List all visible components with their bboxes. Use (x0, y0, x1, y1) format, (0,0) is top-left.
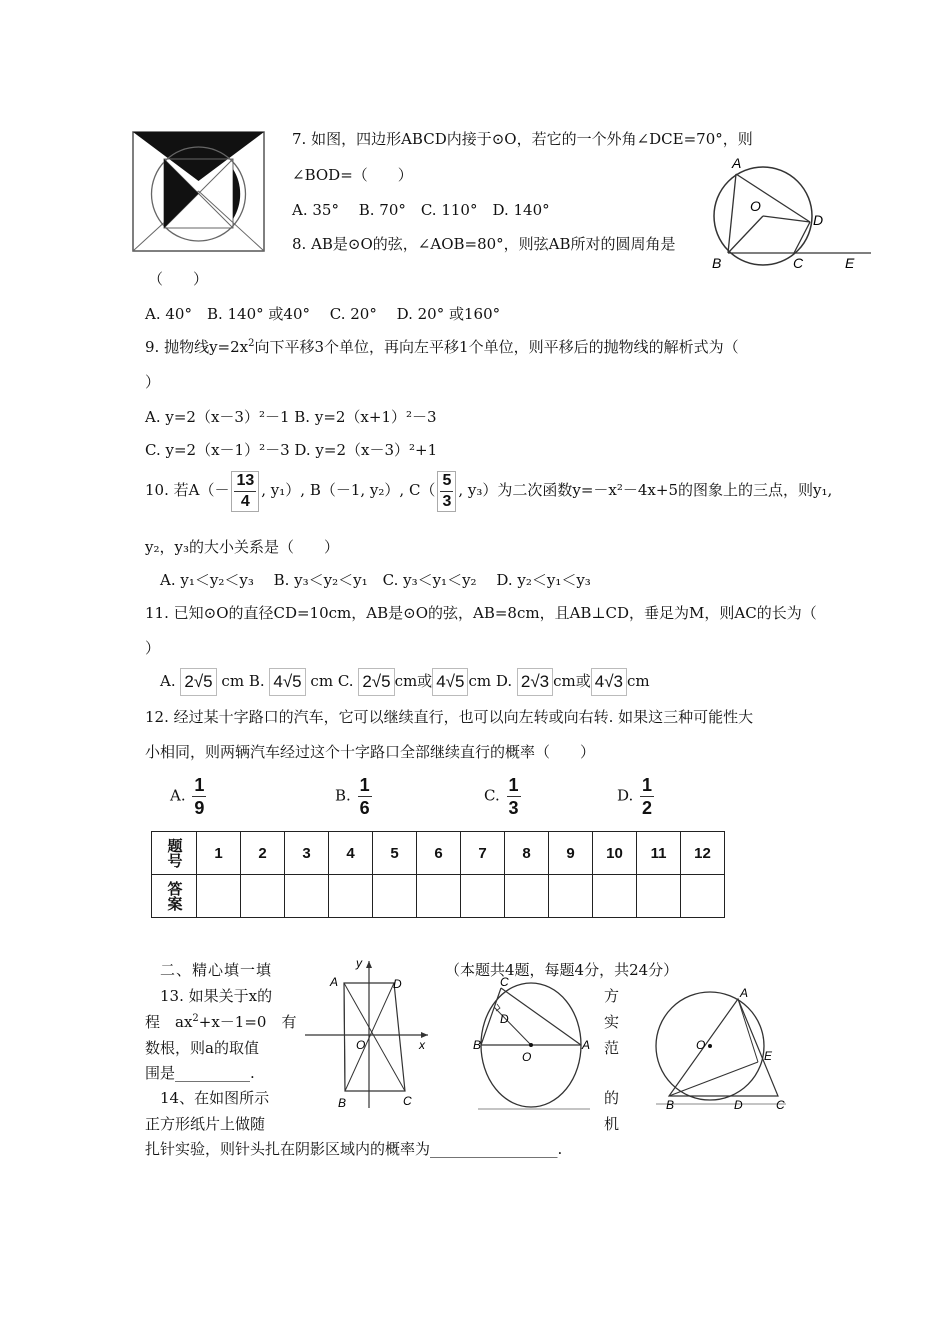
axes-parallelogram-figure (300, 953, 435, 1113)
axes-label-a: A (330, 975, 339, 989)
circle2-label-d: D (500, 1012, 509, 1026)
q9-line1: 9. 抛物线$y=2x^2$向下平移3个单位，再向左平移1个单位，则平移后的抛物线的解析式为（ (145, 338, 739, 356)
q11-opt-c-value1: 2√5 (358, 668, 394, 696)
q11-opt-d-value2: 4√3 (591, 668, 627, 696)
q12-opt-d-num: 1 (642, 775, 653, 795)
circle3-label-c: C (776, 1098, 785, 1112)
q11-opt-c-value2: 4√5 (432, 668, 468, 696)
answer-input-cell[interactable] (593, 875, 637, 918)
answer-input-cell[interactable] (197, 875, 241, 918)
section2-title: 二、精心填一填 (160, 961, 273, 979)
q12-option-d (617, 776, 656, 817)
answer-input-cell[interactable] (681, 875, 725, 918)
q12-opt-c-label: C. (484, 786, 500, 805)
q14-line2: 正方形纸片上做随 (145, 1115, 266, 1133)
circle2-label-a: A (582, 1038, 591, 1052)
axes-label-c: C (403, 1094, 412, 1108)
q8-options: A. 40° B. 140° 或40° C. 20° D. 20° 或160° (145, 305, 501, 323)
q12-option-c (484, 776, 523, 817)
q11-opt-b-unit: cm C. (310, 672, 354, 690)
q12-opt-b-den: 6 (359, 798, 370, 818)
answer-number-cell: 7 (461, 832, 505, 875)
circle2-label-o: O (522, 1050, 532, 1064)
q13-line4: 围是__________. (145, 1064, 255, 1082)
section2-note: （本题共4题，每题4分，共24分） (445, 961, 679, 979)
q12-opt-b-num: 1 (359, 775, 370, 795)
fig7-label-b: B (712, 255, 722, 271)
q12-opt-a-label: A. (170, 786, 186, 805)
q14-line1: 14、在如图所示 (160, 1089, 270, 1107)
answer-input-cell[interactable] (549, 875, 593, 918)
q13-line2: 程 $ax^2+x-1=0$ 有 (145, 1013, 297, 1031)
circle3-label-e: E (764, 1049, 773, 1063)
answer-table (151, 831, 725, 918)
answer-number-cell: 10 (593, 832, 637, 875)
q10-frac-a-num: 13 (234, 473, 256, 492)
axes-label-b: B (338, 1096, 347, 1110)
q12-opt-a-num: 1 (194, 775, 205, 795)
answer-number-cell: 6 (417, 832, 461, 875)
fig7-label-c: C (793, 255, 804, 271)
q11-opt-a-unit: cm B. (221, 672, 265, 690)
q10-fraction-a (231, 471, 259, 512)
answer-input-cell[interactable] (373, 875, 417, 918)
q10-frac-c-num: 5 (440, 473, 453, 492)
square-figure (131, 131, 267, 253)
q14-line1-end: 的 (604, 1089, 620, 1107)
q11-opt-d-mid: cm或 (553, 672, 591, 690)
fig7-label-e: E (845, 255, 855, 271)
axes-label-y: y (356, 956, 362, 970)
q9-line1-b: 向下平移3个单位，再向左平移1个单位，则平移后的抛物线的解析式为（ (254, 338, 739, 356)
q11-opt-b-value: 4√5 (269, 668, 305, 696)
answer-table-number-row (152, 832, 725, 875)
q11-opt-a-value: 2√5 (180, 668, 216, 696)
q12-option-a (170, 776, 208, 817)
q10-line1 (145, 468, 832, 512)
q12-opt-d-label: D. (617, 786, 634, 805)
answer-number-cell: 4 (329, 832, 373, 875)
q12-opt-a-den: 9 (194, 798, 205, 818)
answer-input-cell[interactable] (637, 875, 681, 918)
axes-label-d: D (393, 977, 402, 991)
q13-line3: 数根，则a的取值 (145, 1039, 259, 1057)
answer-number-cell: 8 (505, 832, 549, 875)
fig7-label-d: D (813, 212, 824, 228)
answer-input-cell[interactable] (285, 875, 329, 918)
answer-table-answer-row (152, 875, 725, 918)
answer-input-cell[interactable] (329, 875, 373, 918)
answer-number-cell: 3 (285, 832, 329, 875)
fig7-label-a: A (732, 156, 742, 171)
q13-line3-end: 范 (604, 1039, 620, 1057)
q9-line2: ） (145, 373, 161, 391)
q9-options-ab: A. y=2（x－3）²－1 B. y=2（x+1）²－3 (145, 408, 437, 426)
q10-frac-c-den: 3 (442, 492, 452, 510)
q7-options: A. 35° B. 70° C. 110° D. 140° (292, 201, 550, 219)
axes-label-x: x (419, 1038, 425, 1052)
circle3-label-o: O (696, 1038, 706, 1052)
q9-line1-a: 9. 抛物线y=2x (145, 338, 249, 356)
answer-input-cell[interactable] (505, 875, 549, 918)
q7-line2: ∠BOD=（ ） (292, 166, 413, 184)
cyclic-quadrilateral-figure (706, 156, 876, 274)
answer-number-cell: 11 (637, 832, 681, 875)
q12-line2: 小相同，则两辆汽车经过这个十字路口全部继续直行的概率（ ） (145, 743, 596, 761)
q10-prefix: 10. 若A（－ (145, 481, 230, 499)
answer-number-cell: 1 (197, 832, 241, 875)
circle-diameter-figure (470, 977, 596, 1113)
q12-opt-c-den: 3 (508, 798, 519, 818)
q11-options (160, 668, 650, 696)
circle-triangle-figure (652, 984, 792, 1114)
answer-input-cell[interactable] (461, 875, 505, 918)
axes-label-o: O (356, 1038, 366, 1052)
circle2-label-b: B (473, 1038, 482, 1052)
q13-line1: 13. 如果关于x的 (160, 987, 273, 1005)
q10-line2: y₂，y₃的大小关系是（ ） (145, 538, 339, 556)
q14-line2-end: 机 (604, 1115, 620, 1133)
circle3-label-d: D (734, 1098, 743, 1112)
q11-line1: 11. 已知⊙O的直径CD=10cm，AB是⊙O的弦，AB=8cm，且AB⊥CD，垂足为M，则AC的长为（ (145, 604, 817, 622)
q11-opt-c-unit: cm D. (468, 672, 513, 690)
q11-opt-d-unit: cm (627, 672, 650, 690)
q12-opt-a-fraction (192, 776, 206, 817)
q14-line3: 扎针实验，则针头扎在阴影区域内的概率为_________________. (145, 1140, 563, 1158)
q13-line2-end: 实 (604, 1013, 620, 1031)
circle3-label-b: B (666, 1098, 675, 1112)
q10-mid1: , y₁）, B（－1, y₂）, C（ (261, 481, 436, 499)
answer-number-cell: 12 (681, 832, 725, 875)
q12-opt-d-den: 2 (642, 798, 653, 818)
q12-line1: 12. 经过某十字路口的汽车，它可以继续直行，也可以向左转或向右转. 如果这三种可能性大 (145, 708, 754, 726)
q12-opt-b-label: B. (335, 786, 351, 805)
q11-opt-a-label: A. (160, 672, 176, 690)
answer-table-head-number: 题号 (152, 832, 197, 875)
q13-line1-end: 方 (604, 987, 620, 1005)
answer-input-cell[interactable] (417, 875, 461, 918)
answer-input-cell[interactable] (241, 875, 285, 918)
q9-options-cd: C. y=2（x－1）²－3 D. y=2（x－3）²+1 (145, 441, 438, 459)
q7-line1: 7. 如图，四边形ABCD内接于⊙O，若它的一个外角∠DCE=70°，则 (292, 130, 753, 148)
q13-line2-a: 程 ax (145, 1013, 193, 1031)
q11-opt-d-value1: 2√3 (517, 668, 553, 696)
circle2-label-c: C (500, 977, 509, 989)
q11-line2: ） (145, 639, 161, 657)
q12-opt-b-fraction (358, 776, 372, 817)
answer-number-cell: 2 (241, 832, 285, 875)
q10-frac-a-den: 4 (240, 492, 250, 510)
answer-table-head-answer: 答案 (152, 875, 197, 918)
q10-options: A. y₁＜y₂＜y₃ B. y₃＜y₂＜y₁ C. y₃＜y₁＜y₂ D. y₂＜y₁＜y₃ (160, 571, 591, 589)
q12-opt-d-fraction (640, 776, 654, 817)
q12-opt-c-fraction (507, 776, 521, 817)
q10-mid2: , y₃）为二次函数y=－x²－4x+5的图象上的三点，则y₁, (458, 481, 833, 499)
q12-opt-c-num: 1 (508, 775, 519, 795)
answer-number-cell: 9 (549, 832, 593, 875)
q11-opt-c-mid: cm或 (394, 672, 433, 690)
q10-fraction-c (437, 471, 456, 512)
circle3-label-a: A (740, 986, 749, 1000)
answer-number-cell: 5 (373, 832, 417, 875)
fig7-label-o: O (750, 198, 761, 214)
q12-option-b (335, 776, 374, 817)
q8-line1: 8. AB是⊙O的弦，∠AOB=80°，则弦AB所对的圆周角是 (292, 235, 676, 253)
q8-line2: （ ） (148, 270, 209, 288)
q13-line2-b: +x－1=0 有 (198, 1013, 297, 1031)
